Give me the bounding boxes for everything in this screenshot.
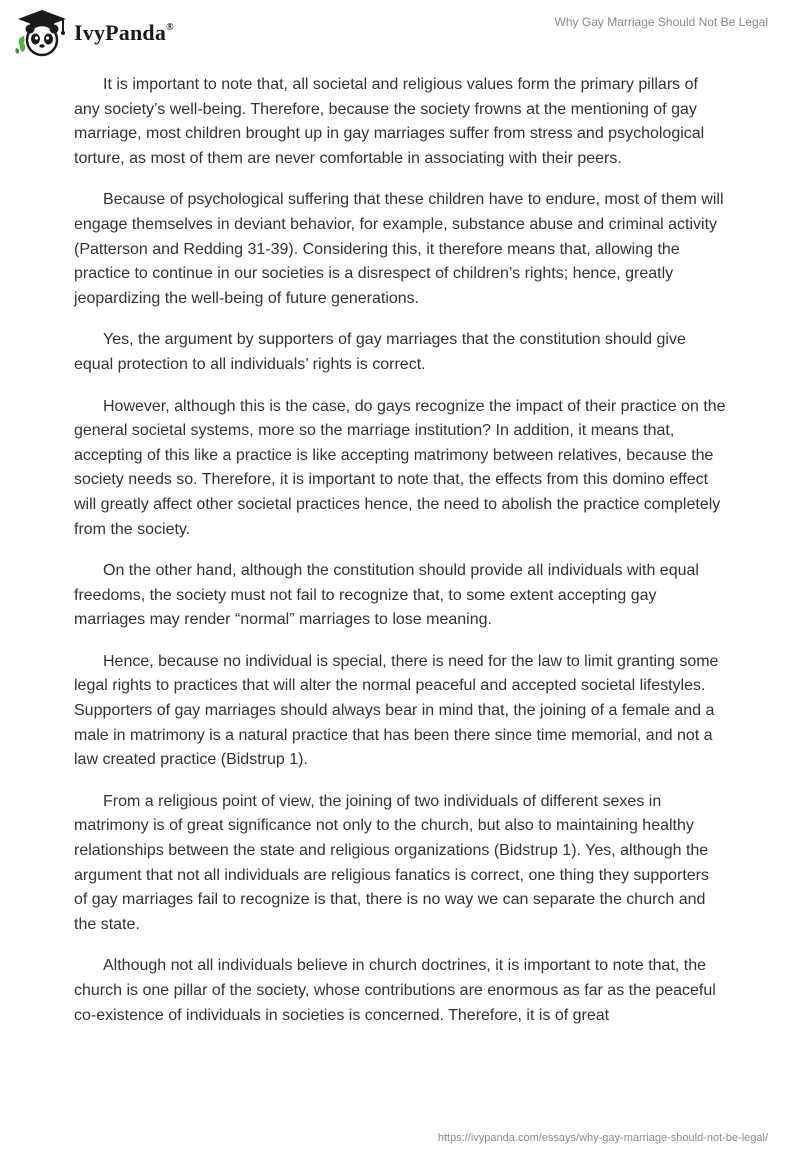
ivypanda-logo[interactable] [14,8,174,58]
page-header [0,0,800,70]
paragraph: Although not all individuals believe in church doctrines, it is important to note that, the church is one pillar of the society, whose contributions are enormous as far as the peaceful co-existence of individuals in societies is concerned. Therefore, it is of great [74,957,716,1024]
source-url[interactable]: https://ivypanda.com/essays/why-gay-marriage-should-not-be-legal/ [437,1132,768,1144]
registered-mark: ® [166,22,174,33]
paragraph: Yes, the argument by supporters of gay marriages that the constitution should give equal protection to all individuals’ rights is correct. [74,331,686,373]
document-title: Why Gay Marriage Should Not Be Legal [554,15,768,29]
paragraph: However, although this is the case, do gays recognize the impact of their practice on the general societal systems, more so the marriage institution? In addition, it means that, accepting of this like a practice is like accepting matrimony between relatives, because the society needs so. Therefore, it is important to note that, the effects from this domino effect will greatly affect other societal practices hence, the need to abolish the practice completely from the society. [74,397,726,538]
essay-body [74,73,726,1045]
brand-name: IvyPanda® [74,20,174,45]
paragraph: It is important to note that, all societal and religious values form the primary pillars of any society’s well-being. Therefore, because the society frowns at the mentioning of gay marriage, most children brought up in gay marriages suffer from stress and psychological torture, as most of them are never comfortable in associating with their peers. [74,76,705,167]
panda-graduate-icon [14,8,70,58]
paragraph: From a religious point of view, the joining of two individuals of different sexes in matrimony is of great significance not only to the church, but also to maintaining healthy relationships between the state and religious organizations (Bidstrup 1). Yes, although the argument that not all individuals are religious fanatics is correct, one thing they supporters of gay marriages fail to recognize is that, there is no way we can separate the church and the state. [74,792,710,933]
paragraph: Hence, because no individual is special, there is need for the law to limit granting some legal rights to practices that will alter the normal peaceful and accepted societal lifestyles. Supporters of gay marriages should always bear in mind that, the joining of a female and a male in matrimony is a natural practice that has been there since time memorial, and not a law created practice (Bidstrup 1). [74,652,719,769]
paragraph: On the other hand, although the constitution should provide all individuals with equal freedoms, the society must not fail to recognize that, to some extent accepting gay marriages may render “normal” marriages to lose meaning. [74,562,699,629]
paragraph: Because of psychological suffering that these children have to endure, most of them will engage themselves in deviant behavior, for example, substance abuse and criminal activity (Patterson and Redding 31-39). Considering this, it therefore means that, allowing the practice to continue in our societies is a disrespect of children’s rights; hence, greatly jeopardizing the well-being of future generations. [74,191,724,307]
